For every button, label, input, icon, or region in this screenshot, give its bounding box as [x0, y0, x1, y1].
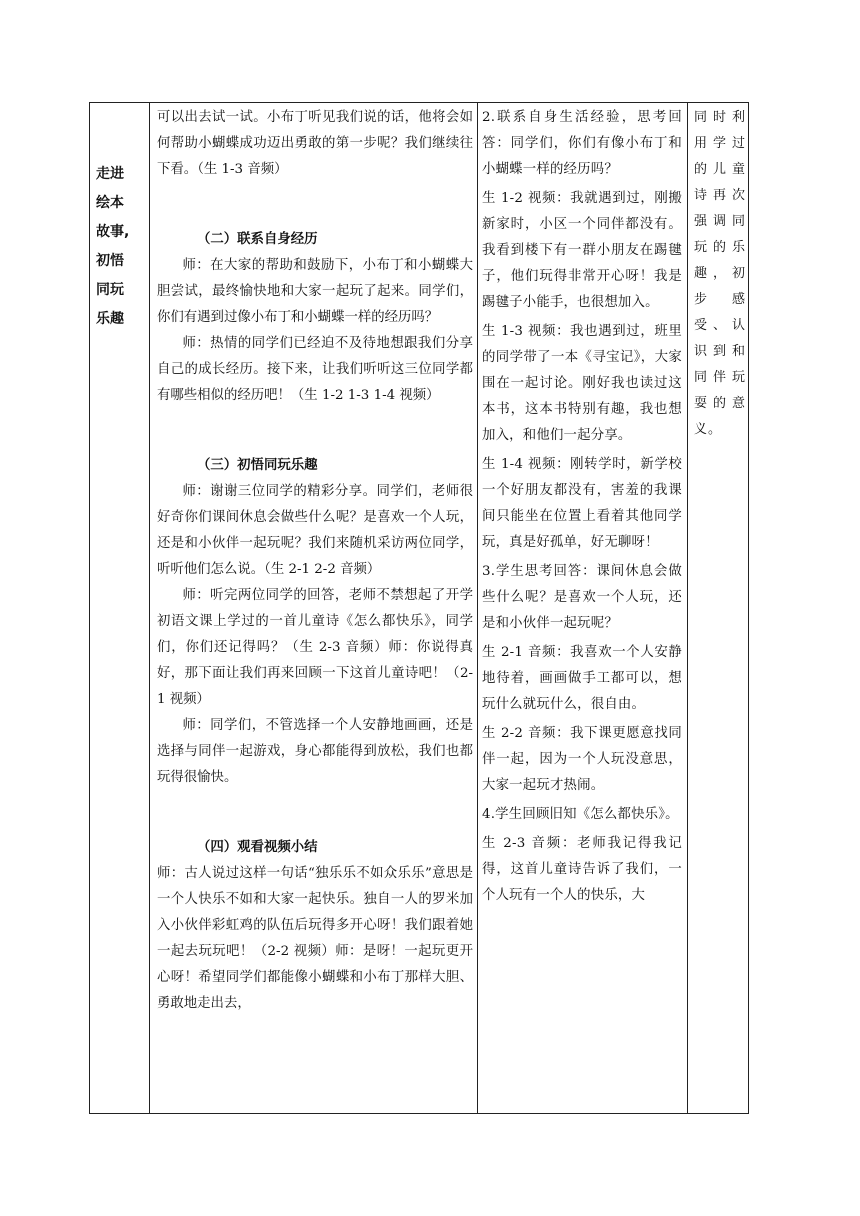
- section-label-line: 初悟: [96, 253, 124, 269]
- teacher-activity-column: [157, 105, 473, 1017]
- student-paragraph: 生 1-2 视频：我就遇到过，刚搬新家时，小区一个同伴都没有。我看到楼下有一群小朋友在踢毽子，他们玩得非常开心呀！我是踢毽子小能手，也很想加入。: [482, 191, 682, 310]
- section-label: [96, 160, 136, 334]
- teacher-paragraph: 师：听完两位同学的回答，老师不禁想起了开学初语文课上学过的一首儿童诗《怎么都快乐》，同学们，你们还记得吗？（生 2-3 音频）师：你说得真好，那下面让我们再来回顾一下这首儿童诗吧！（2-1 视频）: [157, 588, 473, 707]
- student-paragraph: 生 2-1 音频：我喜欢一个人安静地待着，画画做手工都可以，想玩什么就玩什么，很自由。: [482, 645, 682, 712]
- teacher-paragraph: 可以出去试一试。小布丁听见我们说的话，他将会如何帮助小蝴蝶成功迈出勇敢的第一步呢？我们继续往下看。（生 1-3 音频）: [157, 110, 473, 177]
- section-heading: （四）观看视频小结: [197, 840, 318, 855]
- student-paragraph: 生 1-4 视频：刚转学时，新学校一个好朋友都没有，害羞的我课间只能坐在位置上看着其他同学玩，真是好孤单，好无聊呀！: [482, 457, 682, 550]
- design-intent-text: 同时利用学过的儿童诗再次强调同玩的乐趣，初步感受、认识到和同伴玩耍的意义。: [694, 110, 746, 437]
- student-paragraph: 4.学生回顾旧知《怎么都快乐》。: [482, 807, 679, 822]
- teacher-paragraph: 师：在大家的帮助和鼓励下，小布丁和小蝴蝶大胆尝试，最终愉快地和大家一起玩了起来。同学们，你们有遇到过像小布丁和小蝴蝶一样的经历吗？: [157, 258, 473, 325]
- section-label-line: 绘本: [96, 195, 124, 211]
- section-label-line: 故事,: [96, 224, 130, 240]
- section-heading: （三）初悟同玩乐趣: [197, 458, 318, 473]
- section-heading: （二）联系自身经历: [197, 232, 318, 247]
- teacher-paragraph: 师：同学们，不管选择一个人安静地画画，还是选择与同伴一起游戏，身心都能得到放松，我们也都玩得很愉快。: [157, 718, 473, 785]
- teacher-paragraph: 师：古人说过这样一句话“独乐乐不如众乐乐”意思是一个人快乐不如和大家一起快乐。独自一人的罗米加入小伙伴彩虹鸡的队伍后玩得多开心呀！我们跟着她一起去玩玩吧！（2-2 视频）师：是呀！一起玩更开心呀！希望同学们都能像小蝴蝶和小布丁那样大胆、勇敢地走出去，: [157, 866, 473, 1011]
- teacher-paragraph: 师：谢谢三位同学的精彩分享。同学们，老师很好奇你们课间休息会做些什么呢？是喜欢一个人玩，还是和小伙伴一起玩呢？我们来随机采访两位同学，听听他们怎么说。（生 2-1 2-2 音频）: [157, 484, 473, 577]
- student-activity-column: [482, 105, 682, 912]
- section-label-line: 走进: [96, 166, 124, 182]
- student-paragraph: 3.学生思考回答：课间休息会做些什么呢？是喜欢一个人玩，还是和小伙伴一起玩呢？: [482, 564, 682, 631]
- student-paragraph: 生 1-3 视频：我也遇到过，班里的同学带了一本《寻宝记》，大家围在一起讨论。刚好我也读过这本书，这本书特别有趣，我也想加入，和他们一起分享。: [482, 324, 682, 443]
- student-paragraph: 2.联系自身生活经验，思考回答：同学们，你们有像小布丁和小蝴蝶一样的经历吗？: [482, 110, 682, 177]
- student-paragraph: 生 2-2 音频：我下课更愿意找同伴一起，因为一个人玩没意思，大家一起玩才热闹。: [482, 726, 682, 793]
- student-paragraph: 生 2-3 音频：老师我记得我记得，这首儿童诗告诉了我们，一个人玩有一个人的快乐，大: [482, 836, 682, 903]
- teacher-paragraph: 师：热情的同学们已经迫不及待地想跟我们分享自己的成长经历。接下来，让我们听听这三位同学都有哪些相似的经历吧！（生 1-2 1-3 1-4 视频）: [157, 336, 473, 403]
- design-intent-column: [694, 105, 746, 443]
- section-label-line: 同玩: [96, 282, 124, 298]
- section-label-line: 乐趣: [96, 311, 124, 327]
